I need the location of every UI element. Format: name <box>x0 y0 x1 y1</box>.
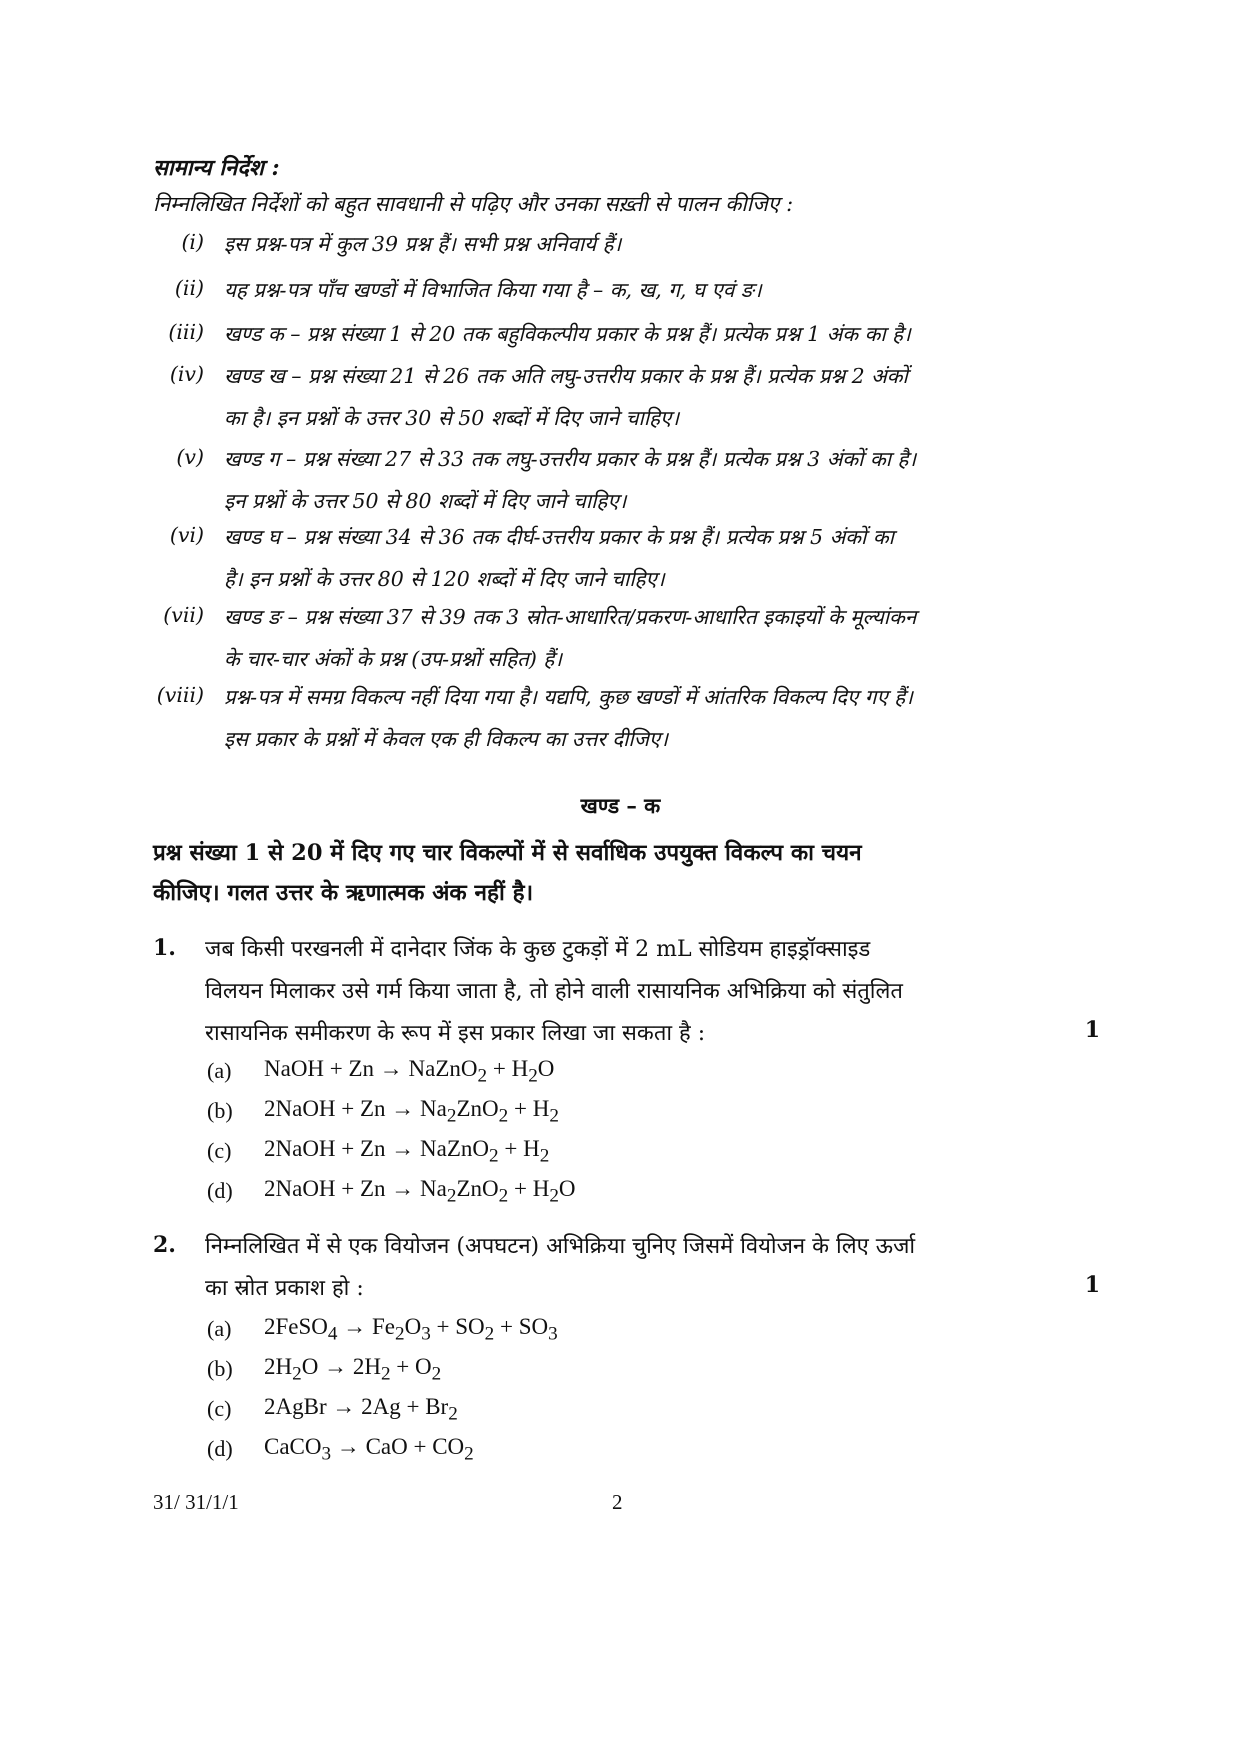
instruction-number: (i) <box>181 230 204 254</box>
instruction-item <box>140 603 1100 683</box>
instruction-item <box>140 320 1100 354</box>
paper-code: 31/ 31/1/1 <box>153 1490 239 1514</box>
question-number: 2. <box>153 1232 176 1258</box>
instructions-lead: निम्नलिखित निर्देशों को बहुत सावधानी से पढ़िए और उनका सख़्ती से पालन कीजिए : <box>153 192 794 216</box>
question-marks: 1 <box>1084 1017 1100 1043</box>
instruction-text: प्रश्न-पत्र में समग्र विकल्प नहीं दिया गया है। यद्यपि, कुछ खण्डों में आंतरिक विकल्प दिए गए हैं। <box>224 685 913 709</box>
option-label: (a) <box>207 1058 232 1083</box>
instruction-number: (iv) <box>169 362 204 386</box>
option-label: (c) <box>207 1396 232 1421</box>
instruction-text-continued: है। इन प्रश्नों के उत्तर 80 से 120 शब्दों में दिए जाने चाहिए। <box>224 567 665 591</box>
option-equation: 2NaOH + $Zn \to Na_2ZnO_2 + H_2$ <box>264 1096 559 1127</box>
option-label: (b) <box>207 1098 233 1123</box>
option-equation: 2NaOH + $Zn \to Na_2ZnO_2 + H_2O$ <box>264 1176 576 1207</box>
question-number: 1. <box>153 935 176 961</box>
instruction-text: खण्ड ग – प्रश्न संख्या 27 से 33 तक लघु-उत्तरीय प्रकार के प्रश्न हैं। प्रत्येक प्रश्न 3 अंकों का है। <box>224 447 917 471</box>
option-label: (d) <box>207 1178 233 1203</box>
instruction-text-continued: इन प्रश्नों के उत्तर 50 से 80 शब्दों में दिए जाने चाहिए। <box>224 489 627 513</box>
option-equation: 2NaOH + Zn → NaZnO$_2$ + $H_2$ <box>264 1136 550 1167</box>
instruction-number: (iii) <box>168 320 204 344</box>
instruction-text: खण्ड क – प्रश्न संख्या 1 से 20 तक बहुविकल्पीय प्रकार के प्रश्न हैं। प्रत्येक प्रश्न 1 अंक का है। <box>224 322 911 346</box>
instruction-item <box>140 445 1100 525</box>
question-marks: 1 <box>1084 1272 1100 1298</box>
option-label: (d) <box>207 1436 233 1461</box>
instruction-text-continued: इस प्रकार के प्रश्नों में केवल एक ही विकल्प का उत्तर दीजिए। <box>224 727 669 751</box>
option-equation: 2FeSO$_4$ → $Fe_2O_3 + SO_2 + SO_3$ <box>264 1314 558 1345</box>
page-number: 2 <box>612 1490 623 1514</box>
instruction-text-continued: के चार-चार अंकों के प्रश्न (उप-प्रश्नों सहित) हैं। <box>224 647 562 671</box>
instruction-text: खण्ड ख – प्रश्न संख्या 21 से 26 तक अति लघु-उत्तरीय प्रकार के प्रश्न हैं। प्रत्येक प्रश्न 2 अंकों <box>224 364 908 388</box>
option-equation: NaOH + Zn → NaZnO$_2$ + $H_2O$ <box>264 1056 555 1087</box>
instruction-text-continued: का है। इन प्रश्नों के उत्तर 30 से 50 शब्दों में दिए जाने चाहिए। <box>224 406 680 430</box>
question-text: निम्नलिखित में से एक वियोजन (अपघटन) अभिक्रिया चुनिए जिसमें वियोजन के लिए ऊर्जा <box>205 1234 916 1259</box>
instructions-heading: सामान्य निर्देश : <box>153 155 280 181</box>
instruction-text: खण्ड घ – प्रश्न संख्या 34 से 36 तक दीर्घ-उत्तरीय प्रकार के प्रश्न हैं। प्रत्येक प्रश्न 5 अंकों का <box>224 525 894 549</box>
question-text: जब किसी परखनली में दानेदार जिंक के कुछ टुकड़ों में 2 mL सोडियम हाइड्रॉक्साइड <box>205 937 871 962</box>
instruction-text: खण्ड ङ – प्रश्न संख्या 37 से 39 तक 3 स्रोत-आधारित/प्रकरण-आधारित इकाइयों के मूल्यांकन <box>224 605 917 629</box>
option-equation: CaCO$_3$ → CaO + $CO_2$ <box>264 1434 474 1465</box>
instruction-item <box>140 683 1100 763</box>
instruction-item <box>140 230 1100 264</box>
option-label: (c) <box>207 1138 232 1163</box>
question-text: का स्रोत प्रकाश हो : <box>205 1276 364 1301</box>
option-label: (a) <box>207 1316 232 1341</box>
instruction-item <box>140 523 1100 603</box>
instruction-number: (ii) <box>174 276 204 300</box>
question-text: रासायनिक समीकरण के रूप में इस प्रकार लिखा जा सकता है : <box>205 1021 706 1046</box>
section-direction: प्रश्न संख्या 1 से 20 में दिए गए चार विकल्पों में से सर्वाधिक उपयुक्त विकल्प का चयन <box>153 840 862 866</box>
instruction-number: (vi) <box>169 523 204 547</box>
instruction-text: इस प्रश्न-पत्र में कुल 39 प्रश्न हैं। सभी प्रश्न अनिवार्य हैं। <box>224 232 622 256</box>
option-label: (b) <box>207 1356 233 1381</box>
section-direction-continued: कीजिए। गलत उत्तर के ऋणात्मक अंक नहीं है। <box>153 880 534 906</box>
instruction-number: (viii) <box>156 683 204 707</box>
section-title: खण्ड – क <box>580 793 661 818</box>
instruction-number: (v) <box>176 445 204 469</box>
instruction-number: (vii) <box>163 603 204 627</box>
instruction-text: यह प्रश्न-पत्र पाँच खण्डों में विभाजित किया गया है – क, ख, ग, घ एवं ङ। <box>224 278 762 302</box>
option-equation: 2AgBr → $2Ag + Br_2$ <box>264 1394 458 1425</box>
question-text: विलयन मिलाकर उसे गर्म किया जाता है, तो होने वाली रासायनिक अभिक्रिया को संतुलित <box>205 979 903 1004</box>
instruction-item <box>140 276 1100 310</box>
option-equation: $2H_2O \to 2H_2 + O_2$ <box>264 1354 442 1385</box>
instruction-item <box>140 362 1100 442</box>
